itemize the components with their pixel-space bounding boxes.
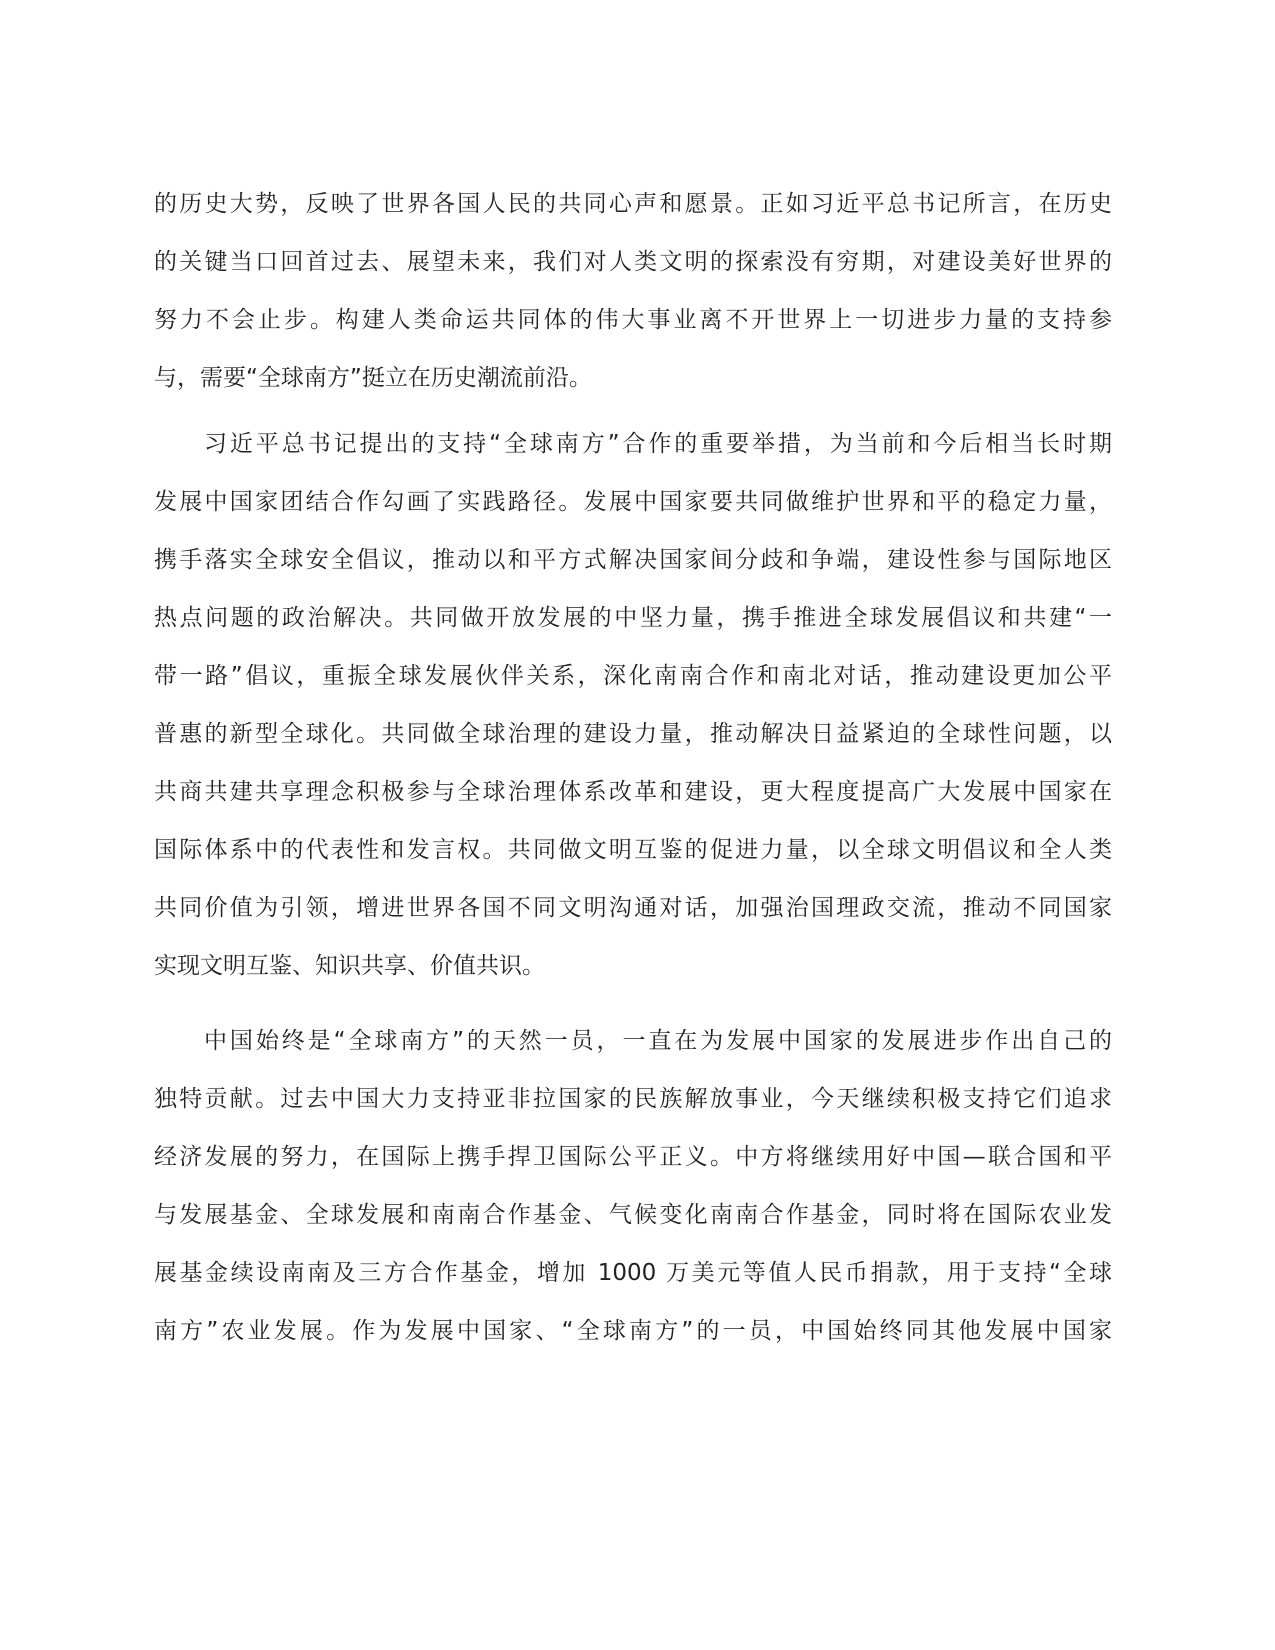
- paragraph-2: [154, 415, 1112, 995]
- paragraph-line: 国际体系中的代表性和发言权。共同做文明互鉴的促进力量，以全球文明倡议和全人类: [154, 837, 1112, 863]
- paragraph-line: 与发展基金、全球发展和南南合作基金、气候变化南南合作基金，同时将在国际农业发: [154, 1202, 1112, 1228]
- paragraph-line: 共商共建共享理念积极参与全球治理体系改革和建设，更大程度提高广大发展中国家在: [154, 779, 1112, 805]
- paragraph-line: 热点问题的政治解决。共同做开放发展的中坚力量，携手推进全球发展倡议和共建“一: [154, 605, 1112, 631]
- paragraph-line: 独特贡献。过去中国大力支持亚非拉国家的民族解放事业，今天继续积极支持它们追求: [154, 1086, 1112, 1112]
- paragraph-line: 习近平总书记提出的支持“全球南方”合作的重要举措，为当前和今后相当长时期: [204, 431, 1112, 457]
- paragraph-line: 的关键当口回首过去、展望未来，我们对人类文明的探索没有穷期，对建设美好世界的: [154, 249, 1112, 275]
- paragraph-line: 努力不会止步。构建人类命运共同体的伟大事业离不开世界上一切进步力量的支持参: [154, 307, 1112, 333]
- paragraph-line: 南方”农业发展。作为发展中国家、“全球南方”的一员，中国始终同其他发展中国家: [154, 1318, 1112, 1344]
- paragraph-1: [154, 175, 1112, 407]
- paragraph-line: 发展中国家团结合作勾画了实践路径。发展中国家要共同做维护世界和平的稳定力量，: [154, 489, 1112, 515]
- paragraph-line: 经济发展的努力，在国际上携手捍卫国际公平正义。中方将继续用好中国—联合国和平: [154, 1144, 1112, 1170]
- paragraph-line: 展基金续设南南及三方合作基金，增加 1000 万美元等值人民币捐款，用于支持“全球: [154, 1260, 1112, 1286]
- paragraph-line: 与，需要“全球南方”挺立在历史潮流前沿。: [154, 365, 592, 391]
- paragraph-line: 中国始终是“全球南方”的天然一员，一直在为发展中国家的发展进步作出自己的: [204, 1028, 1112, 1054]
- paragraph-line: 实现文明互鉴、知识共享、价值共识。: [154, 953, 545, 979]
- paragraph-line: 的历史大势，反映了世界各国人民的共同心声和愿景。正如习近平总书记所言，在历史: [154, 191, 1112, 217]
- paragraph-line: 带一路”倡议，重振全球发展伙伴关系，深化南南合作和南北对话，推动建设更加公平: [154, 663, 1112, 689]
- paragraph-line: 携手落实全球安全倡议，推动以和平方式解决国家间分歧和争端，建设性参与国际地区: [154, 547, 1112, 573]
- paragraph-line: 普惠的新型全球化。共同做全球治理的建设力量，推动解决日益紧迫的全球性问题，以: [154, 721, 1112, 747]
- paragraph-3: [154, 1012, 1112, 1360]
- paragraph-line: 共同价值为引领，增进世界各国不同文明沟通对话，加强治国理政交流，推动不同国家: [154, 895, 1112, 921]
